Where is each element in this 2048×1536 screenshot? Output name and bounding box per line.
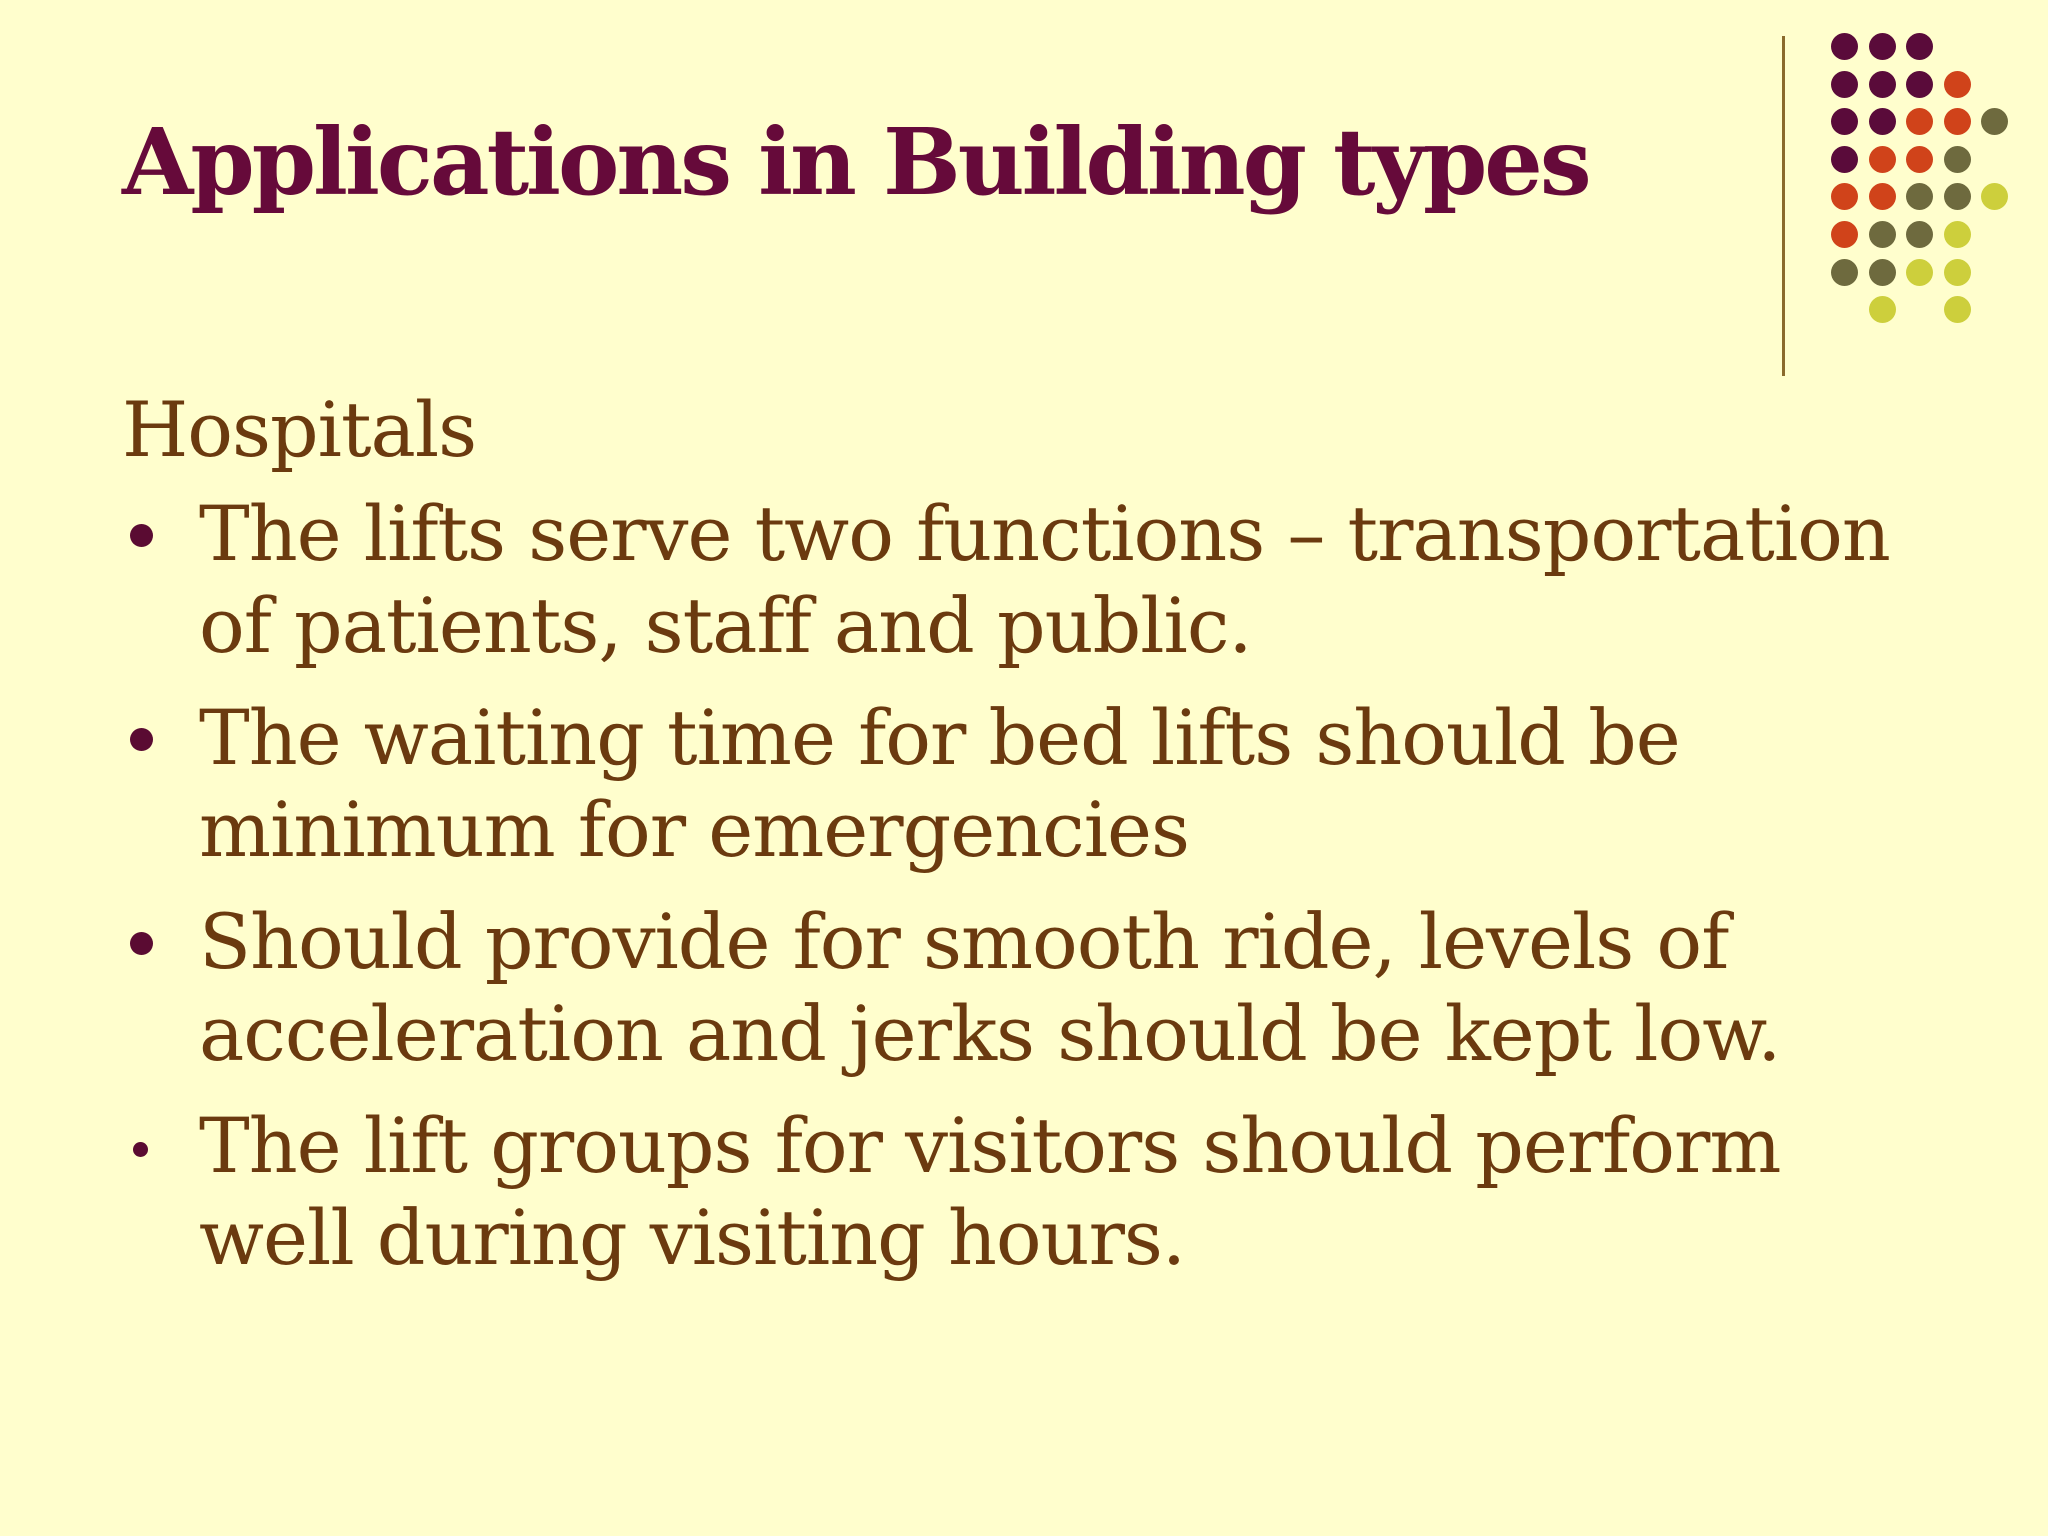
decorative-dot-olive (1906, 183, 1933, 210)
decorative-dot-olive (1944, 146, 1971, 173)
decorative-dot-plum (1906, 71, 1933, 98)
decorative-dot-plum (1869, 108, 1896, 135)
decorative-dot-orange (1944, 71, 1971, 98)
decorative-dot-plum (1831, 71, 1858, 98)
decorative-dot-plum (1906, 33, 1933, 60)
bullet-text: The lift groups for visitors should perform well during visiting hours. (199, 1101, 1781, 1282)
decorative-dot-orange (1944, 108, 1971, 135)
section-heading: Hospitals (122, 385, 477, 474)
decorative-dot-orange (1906, 146, 1933, 173)
decorative-dot-lime (1869, 296, 1896, 323)
bullet-dot-icon (130, 932, 153, 955)
decorative-dot-orange (1831, 221, 1858, 248)
decorative-dot-olive (1944, 183, 1971, 210)
decorative-dot-orange (1906, 108, 1933, 135)
decorative-dot-orange (1869, 183, 1896, 210)
bullet-dot-icon (130, 728, 153, 751)
decorative-dot-plum (1869, 71, 1896, 98)
bullet-text: Should provide for smooth ride, levels of acceleration and jerks should be kept low. (199, 897, 1781, 1078)
decorative-dot-plum (1831, 33, 1858, 60)
decorative-dot-lime (1906, 259, 1933, 286)
decorative-dot-plum (1831, 146, 1858, 173)
decorative-dot-olive (1869, 221, 1896, 248)
decorative-dot-plum (1869, 33, 1896, 60)
decorative-dot-lime (1944, 221, 1971, 248)
decorative-dot-lime (1944, 259, 1971, 286)
slide-body (122, 380, 1922, 1304)
decorative-dot-lime (1981, 183, 2008, 210)
decorative-dot-orange (1831, 183, 1858, 210)
bullet-item (122, 692, 1922, 876)
bullet-item (122, 1100, 1922, 1284)
decorative-dot-olive (1869, 259, 1896, 286)
decorative-dot-olive (1981, 108, 2008, 135)
slide-title: Applications in Building types (122, 108, 1589, 216)
decorative-dot-orange (1869, 146, 1896, 173)
decorative-dot-lime (1944, 296, 1971, 323)
title-divider-line (1782, 36, 1785, 376)
bullet-list (122, 488, 1922, 1284)
bullet-text: The waiting time for bed lifts should be minimum for emergencies (199, 693, 1680, 874)
bullet-item (122, 896, 1922, 1080)
decorative-dot-plum (1831, 108, 1858, 135)
bullet-item (122, 488, 1922, 672)
bullet-dot-icon (133, 1142, 148, 1157)
bullet-text: The lifts serve two functions – transportation of patients, staff and public. (199, 489, 1890, 670)
decorative-dot-olive (1906, 221, 1933, 248)
decorative-dot-olive (1831, 259, 1858, 286)
bullet-dot-icon (130, 524, 153, 547)
